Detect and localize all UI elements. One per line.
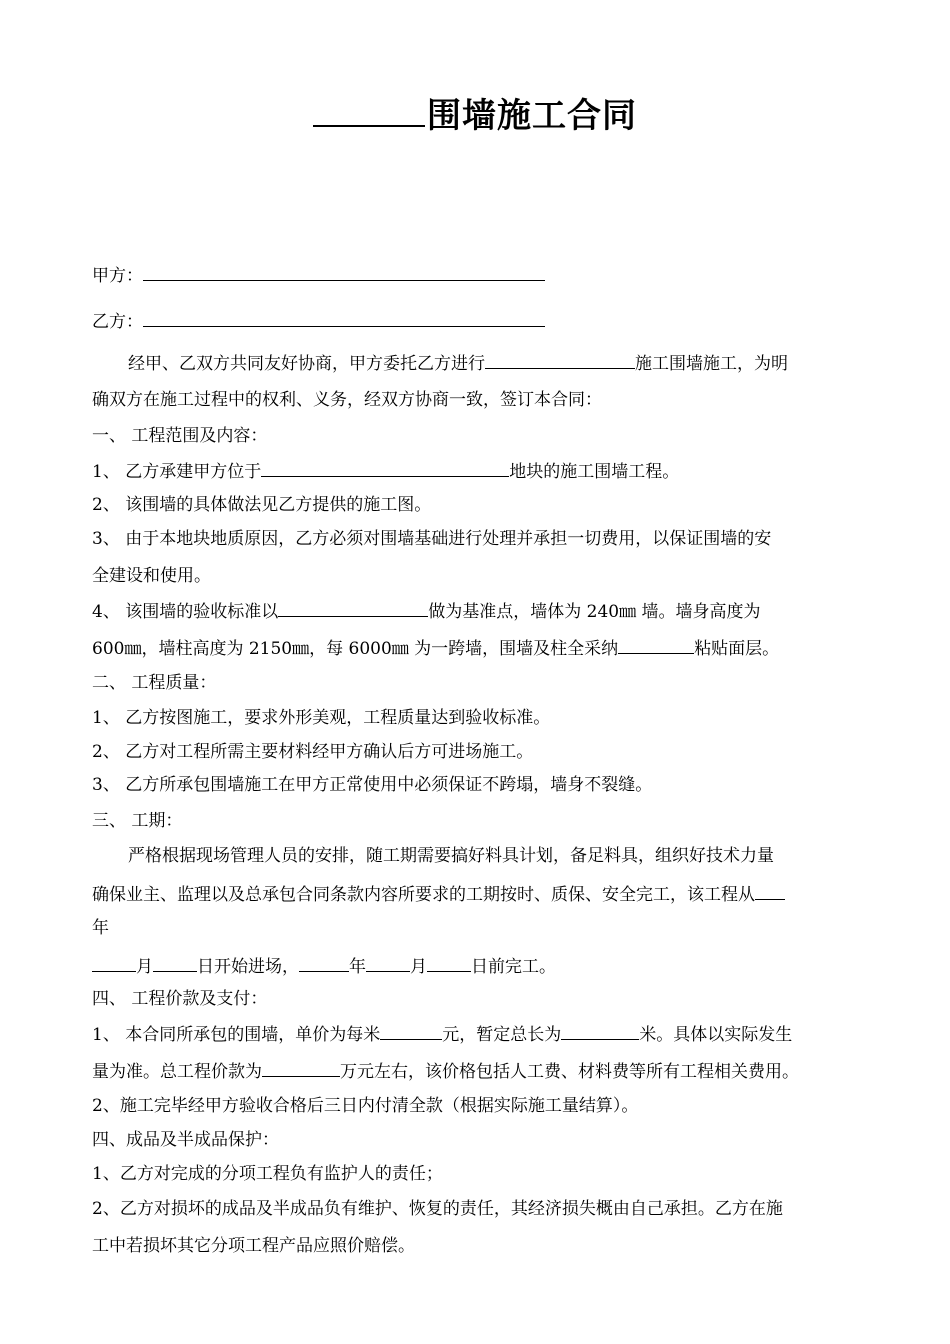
contract-title	[0, 92, 950, 140]
section-2-item-2: 2、 乙方对工程所需主要材料经甲方确认后方可进场施工。	[92, 742, 534, 762]
section-5-heading: 四、成品及半成品保护：	[92, 1130, 279, 1150]
total-price-blank	[262, 1058, 340, 1077]
section-1-item-2: 2、 该围墙的具体做法见乙方提供的施工图。	[92, 495, 432, 515]
section-5-item-2b: 工中若损坏其它分项工程产品应照价赔偿。	[92, 1236, 415, 1256]
s1-i4-text-c: 600㎜，墙柱高度为 2150㎜，每 6000㎜ 为一跨墙，围墙及柱全采纳	[92, 639, 619, 659]
section-3-dates	[92, 953, 556, 979]
section-1-item-3a: 3、 由于本地块地质原因，乙方必须对围墙基础进行处理并承担一切费用，以保证围墙的安	[92, 529, 772, 549]
s3-end-year-label: 年	[349, 957, 366, 977]
s1-i1-text-b: 地块的施工围墙工程。	[509, 462, 680, 482]
section-1-item-4b	[92, 635, 779, 661]
section-2-item-1: 1、 乙方按图施工，要求外形美观，工程质量达到验收标准。	[92, 708, 551, 728]
s1-i4-text-b: 做为基准点，墙体为 240㎜ 墙。墙身高度为	[428, 602, 761, 622]
section-4-item-2: 2、施工完毕经甲方验收合格后三日内付清全款（根据实际施工量结算）。	[92, 1096, 639, 1116]
section-2-heading: 二、 工程质量：	[92, 673, 217, 693]
title-text: 围墙施工合同	[427, 96, 637, 136]
s1-i4-text-d: 粘贴面层。	[694, 639, 780, 659]
s3-end-month-label: 月	[410, 957, 427, 977]
s3-start-label: 日开始进场，	[197, 957, 299, 977]
section-1-item-3b: 全建设和使用。	[92, 566, 211, 586]
intro-line-2: 确双方在施工过程中的权利、义务，经双方协商一致，签订本合同：	[92, 390, 602, 410]
party-a-line	[92, 262, 545, 288]
intro-text-2: 施工围墙施工，为明	[635, 354, 788, 374]
end-month-blank	[366, 953, 410, 972]
section-2-item-3: 3、 乙方所承包围墙施工在甲方正常使用中必须保证不跨塌，墙身不裂缝。	[92, 775, 653, 795]
section-4-item-1b	[92, 1058, 799, 1084]
section-4-heading: 四、 工程价款及支付：	[92, 989, 268, 1009]
s4-i1-text-e: 万元左右，该价格包括人工费、材料费等所有工程相关费用。	[340, 1062, 799, 1082]
material-blank	[618, 635, 694, 654]
start-day-blank	[153, 953, 197, 972]
start-month-blank	[92, 953, 136, 972]
s1-i1-text-a: 1、 乙方承建甲方位于	[92, 462, 262, 482]
s4-i1-text-c: 米。具体以实际发生	[639, 1025, 793, 1045]
section-1-item-1	[92, 458, 679, 484]
section-1-heading: 一、 工程范围及内容：	[92, 426, 268, 446]
section-5-item-2a: 2、乙方对损坏的成品及半成品负有维护、恢复的责任，其经济损失概由自己承担。乙方在施	[92, 1199, 783, 1219]
section-1-item-4a	[92, 598, 761, 624]
section-4-item-1a	[92, 1021, 792, 1047]
party-b-blank	[143, 308, 545, 327]
end-year-blank	[299, 953, 349, 972]
section-3-heading: 三、 工期：	[92, 811, 183, 831]
title-blank	[313, 95, 425, 127]
location-blank	[261, 458, 509, 477]
party-a-blank	[143, 262, 545, 281]
party-b-label: 乙方：	[92, 312, 143, 332]
intro-line-1	[128, 350, 788, 376]
intro-text-1: 经甲、乙双方共同友好协商，甲方委托乙方进行	[128, 354, 485, 374]
section-3-para-2	[92, 881, 785, 907]
s3-end-label: 日前完工。	[471, 957, 556, 977]
section-5-item-1: 1、乙方对完成的分项工程负有监护人的责任；	[92, 1164, 443, 1184]
total-length-blank	[561, 1021, 639, 1040]
section-3-para-1: 严格根据现场管理人员的安排，随工期需要搞好料具计划，备足料具，组织好技术力量	[128, 846, 774, 866]
standard-blank	[278, 598, 428, 617]
project-name-blank	[485, 350, 635, 369]
s3-p2-text: 确保业主、监理以及总承包合同条款内容所要求的工期按时、质保、安全完工，该工程从	[92, 885, 755, 905]
s4-i1-text-b: 元，暂定总长为	[442, 1025, 562, 1045]
end-day-blank	[427, 953, 471, 972]
s4-i1-text-d: 量为准。总工程价款为	[92, 1062, 262, 1082]
party-a-label: 甲方：	[92, 266, 143, 286]
start-year-blank	[755, 881, 785, 900]
section-3-para-3: 年	[92, 918, 109, 938]
s3-month-label: 月	[136, 957, 153, 977]
s1-i4-text-a: 4、 该围墙的验收标准以	[92, 602, 279, 622]
s4-i1-text-a: 1、 本合同所承包的围墙，单价为每米	[92, 1025, 381, 1045]
party-b-line	[92, 308, 545, 334]
unit-price-blank	[380, 1021, 442, 1040]
